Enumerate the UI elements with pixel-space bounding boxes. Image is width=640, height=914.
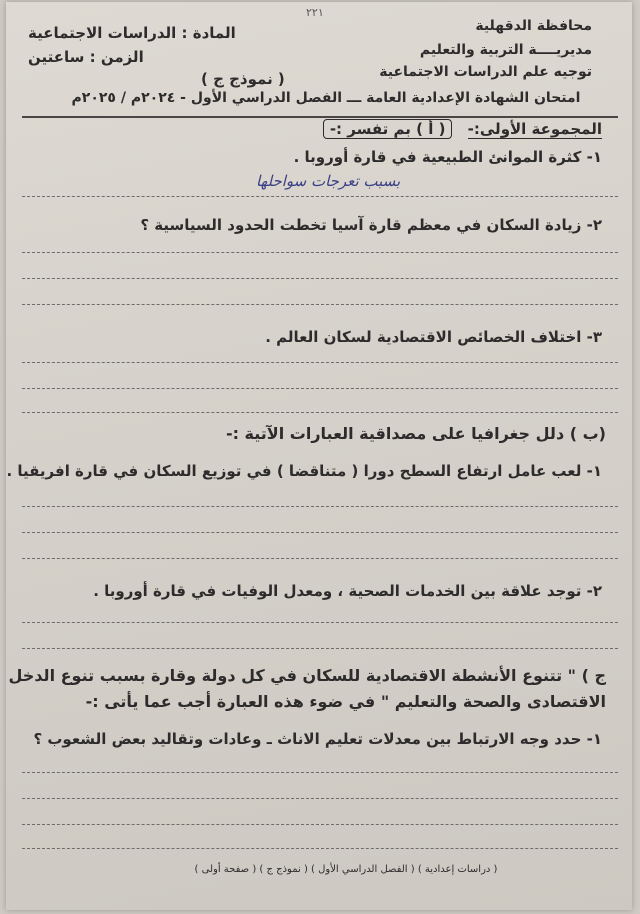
answer-line bbox=[22, 412, 618, 413]
header-divider bbox=[22, 116, 618, 118]
part-a-label: ( أ ) بم تفسر :- bbox=[323, 119, 453, 139]
directorate: مديريــــة التربية والتعليم bbox=[419, 42, 592, 58]
governorate: محافظة الدقهلية bbox=[475, 18, 592, 34]
question-a2: ٢- زيادة السكان في معظم قارة آسيا تخطت الحدود السياسية ؟ bbox=[140, 216, 602, 234]
model-label: ( نموذج ج ) bbox=[201, 70, 285, 88]
answer-line bbox=[22, 388, 618, 389]
answer-line bbox=[22, 278, 618, 279]
answer-line bbox=[22, 304, 618, 305]
answer-line bbox=[22, 622, 618, 623]
subject-label: المادة : الدراسات الاجتماعية bbox=[28, 24, 236, 42]
answer-line bbox=[22, 798, 618, 799]
part-c-line1: ج ) " تتنوع الأنشطة الاقتصادية للسكان في كل دولة وقارة بسبب تنوع الدخل bbox=[8, 666, 606, 685]
answer-line bbox=[22, 824, 618, 825]
part-b-label: (ب ) دلل جغرافيا على مصداقية العبارات الآتية :- bbox=[225, 424, 606, 443]
answer-line bbox=[22, 196, 618, 197]
answer-line bbox=[22, 772, 618, 773]
exam-title: امتحان الشهادة الإعدادية العامة ـــ الفصل الدراسي الأول - ٢٠٢٤م / ٢٠٢٥م bbox=[71, 90, 581, 106]
answer-line bbox=[22, 558, 618, 559]
question-a1: ١- كثرة الموانئ الطبيعية في قارة أوروبا . bbox=[293, 148, 602, 166]
handwritten-answer: بسبب تعرجات سواحلها bbox=[256, 172, 401, 190]
answer-line bbox=[22, 848, 618, 849]
group-one-heading bbox=[323, 120, 602, 138]
question-b1: ١- لعب عامل ارتفاع السطح دورا ( متناقضا ) في توزيع السكان في قارة افريقيا . bbox=[6, 462, 602, 480]
supervision: توجيه علم الدراسات الاجتماعية bbox=[379, 64, 592, 80]
answer-line bbox=[22, 506, 618, 507]
group-one-label: المجموعة الأولى:- bbox=[467, 120, 602, 138]
answer-line bbox=[22, 648, 618, 649]
exam-paper bbox=[6, 2, 632, 910]
footer: ( دراسات إعدادية ) ( الفصل الدراسي الأول ) ( نموذج ج ) ( صفحة أولى ) bbox=[194, 864, 498, 875]
part-c-line2: الاقتصادى والصحة والتعليم " في ضوء هذه العبارة أجب عما يأتى :- bbox=[85, 692, 606, 711]
answer-line bbox=[22, 532, 618, 533]
answer-line bbox=[22, 252, 618, 253]
question-a3: ٣- اختلاف الخصائص الاقتصادية لسكان العالم . bbox=[265, 328, 602, 346]
page-number: ٢٢١ bbox=[306, 6, 324, 19]
question-c1: ١- حدد وجه الارتباط بين معدلات تعليم الاناث ـ وعادات وتقاليد بعض الشعوب ؟ bbox=[33, 730, 602, 748]
answer-line bbox=[22, 362, 618, 363]
time-label: الزمن : ساعتين bbox=[28, 48, 144, 66]
question-b2: ٢- توجد علاقة بين الخدمات الصحية ، ومعدل الوفيات في قارة أوروبا . bbox=[93, 582, 602, 600]
